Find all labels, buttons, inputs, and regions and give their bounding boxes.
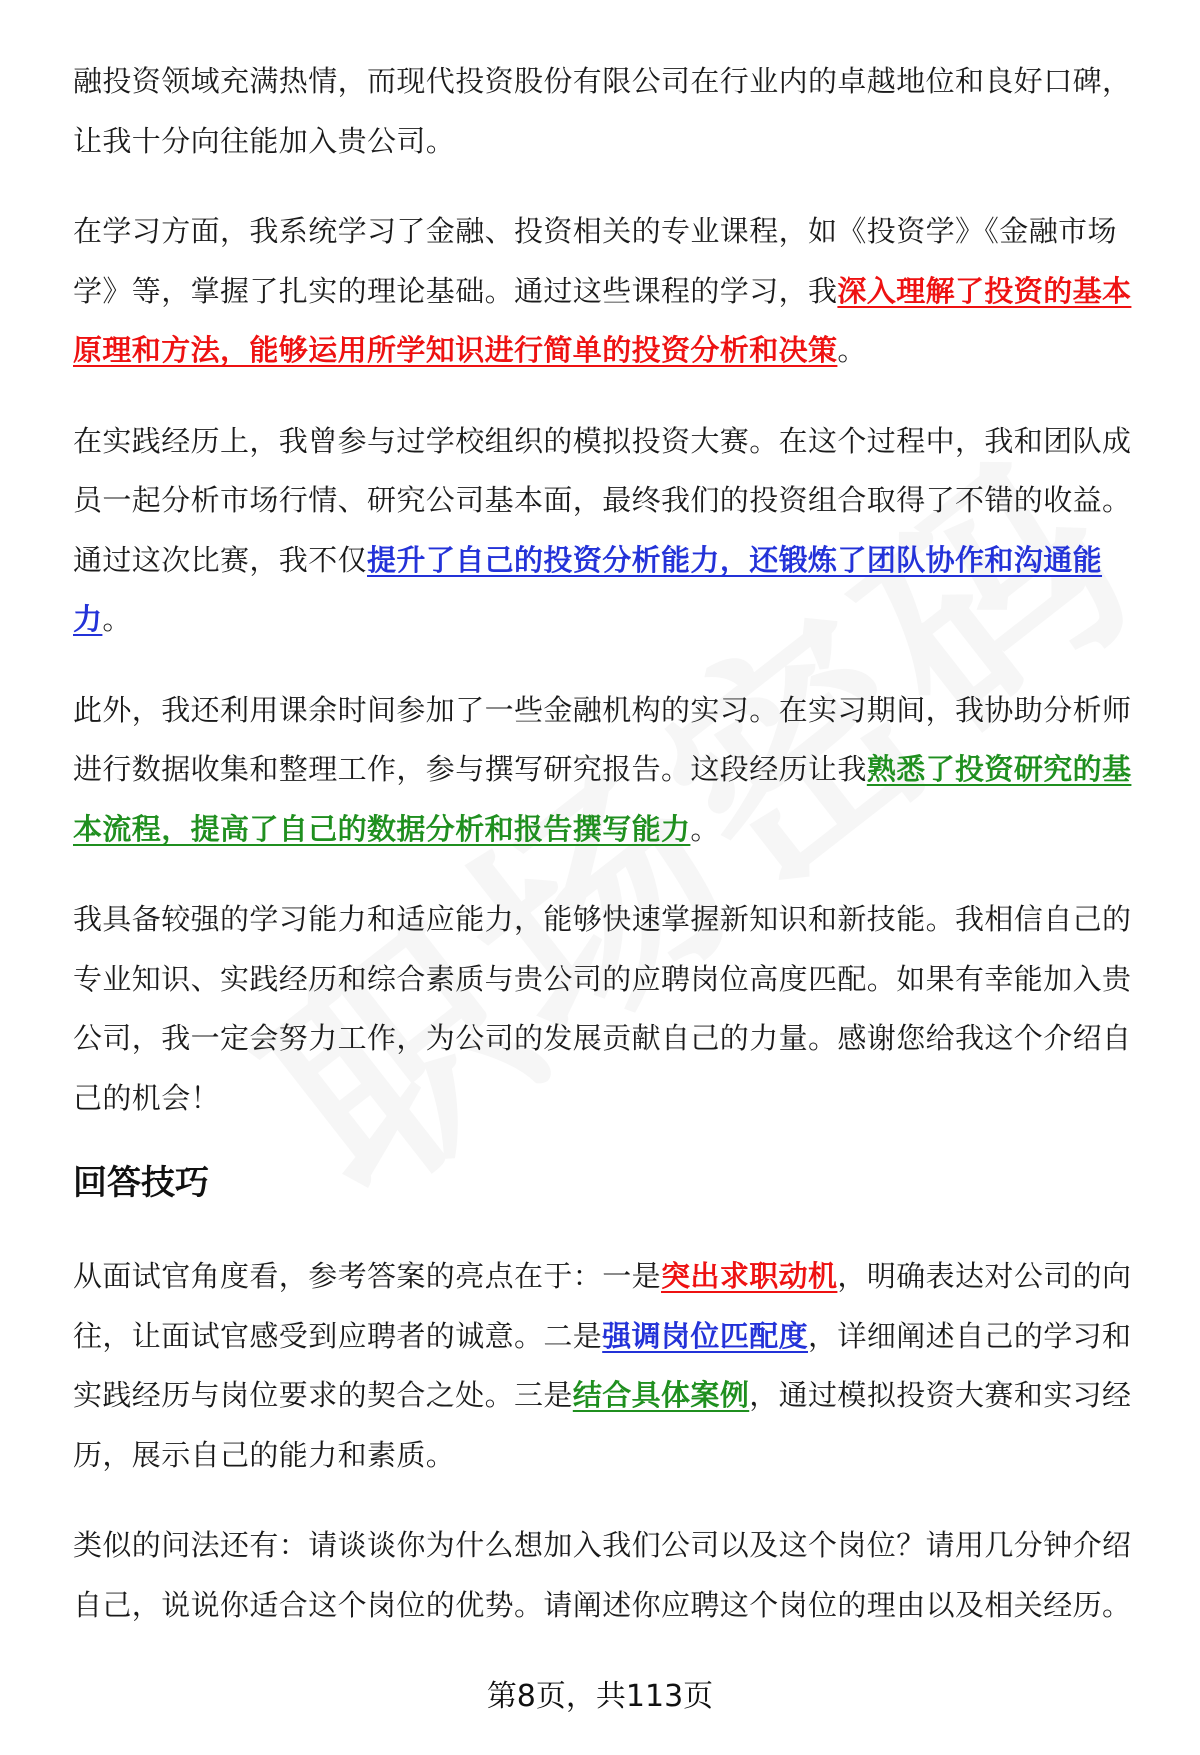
highlight-blue: 强调岗位匹配度 [602,1318,809,1353]
text-segment: ，明确表达对公司的向往，让面试官感受到应聘者的诚意。二是 [73,1259,1132,1353]
document-body [73,52,1153,1666]
highlight-red: 深入理解了投资的基本原理和方法，能够运用所学知识进行简单的投资分析和决策 [73,273,1132,367]
highlight-green: 熟悉了投资研究的基本流程，提高了自己的数据分析和报告撰写能力 [73,752,1132,846]
paragraph-3 [73,412,1153,650]
highlight-green: 结合具体案例 [572,1378,750,1412]
text-segment: 类似的问法还有：请谈谈你为什么想加入我们公司以及这个岗位？请用几分钟介绍自己，说说你适合这个岗位的优势。请阐述你应聘这个岗位的理由以及相关经历。 [73,1528,1132,1622]
paragraph-4 [73,681,1153,860]
text-segment: ，详细阐述自己的学习和实践经历与岗位要求的契合之处。三是 [73,1318,1132,1412]
paragraph-1 [73,52,1153,171]
highlight-red: 突出求职动机 [661,1259,838,1293]
text-segment: 。 [690,811,720,846]
text-segment: 。 [102,602,132,636]
tips-paragraph-1 [73,1247,1153,1485]
tips-paragraph-2 [73,1516,1153,1635]
text-segment: 在实践经历上，我曾参与过学校组织的模拟投资大赛。在这个过程中，我和团队成员一起分析市场行情、研究公司基本面，最终我们的投资组合取得了不错的收益。通过这次比赛，我不仅 [73,423,1132,577]
text-segment: 我具备较强的学习能力和适应能力，能够快速掌握新知识和新技能。我相信自己的专业知识、实践经历和综合素质与贵公司的应聘岗位高度匹配。如果有幸能加入贵公司，我一定会努力工作，为公司的发展贡献自己的力量。感谢您给我这个介绍自己的机会！ [73,902,1132,1115]
text-segment: 。 [837,333,867,367]
text-segment: 从面试官角度看，参考答案的亮点在于：一是 [73,1259,662,1293]
text-segment: ，通过模拟投资大赛和实习经历，展示自己的能力和素质。 [73,1378,1132,1472]
section-heading: 回答技巧 [73,1163,209,1203]
paragraph-2 [73,202,1153,381]
text-segment: 融投资领域充满热情，而现代投资股份有限公司在行业内的卓越地位和良好口碑，让我十分向往能加入贵公司。 [73,64,1132,158]
paragraph-5 [73,890,1153,1128]
highlight-blue: 提升了自己的投资分析能力，还锻炼了团队协作和沟通能力 [73,542,1103,636]
page-number: 第8页，共113页 [486,1679,714,1714]
text-segment: 此外，我还利用课余时间参加了一些金融机构的实习。在实习期间，我协助分析师进行数据收集和整理工作，参与撰写研究报告。这段经历让我 [73,692,1132,786]
text-segment: 在学习方面，我系统学习了金融、投资相关的专业课程，如《投资学》《金融市场学》等，掌握了扎实的理论基础。通过这些课程的学习，我 [73,214,1117,308]
